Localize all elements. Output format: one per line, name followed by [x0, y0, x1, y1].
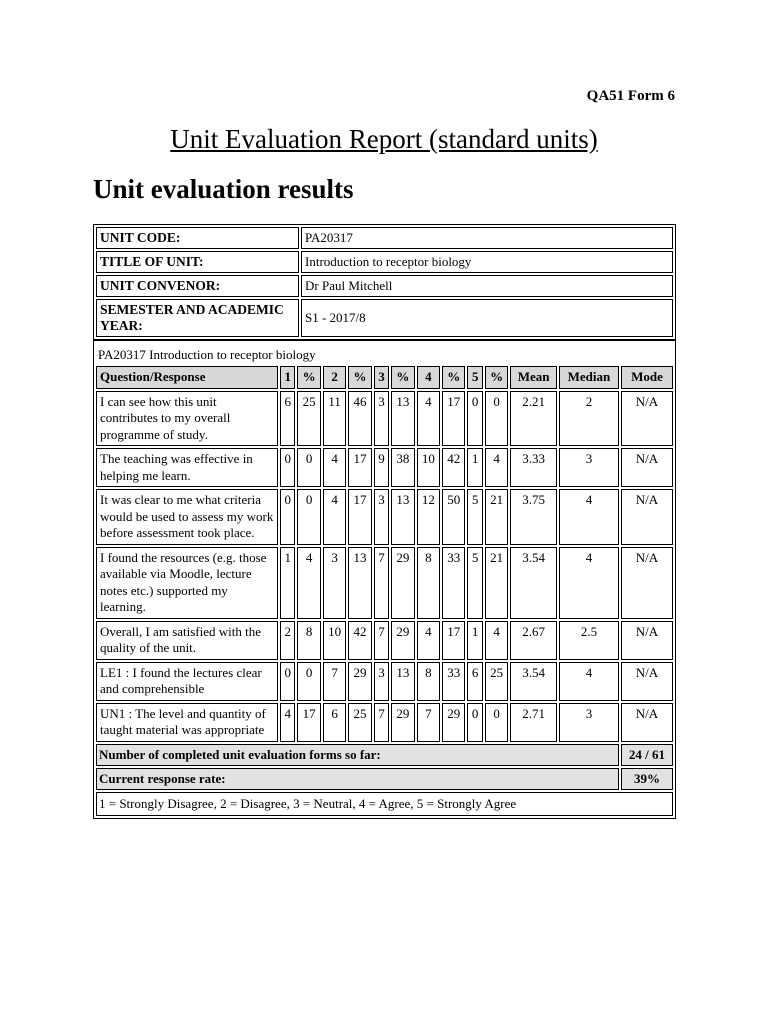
- results-header-row: [96, 366, 673, 389]
- value-cell: N/A: [621, 489, 673, 545]
- value-cell: 25: [348, 703, 371, 742]
- unit-info-row: [96, 299, 673, 337]
- response-rate-label: Current response rate:: [96, 768, 619, 790]
- form-code: QA51 Form 6: [586, 88, 675, 104]
- value-cell: 3: [559, 703, 619, 742]
- value-cell: 12: [417, 489, 440, 545]
- value-cell: 2: [559, 391, 619, 447]
- value-cell: 21: [485, 489, 508, 545]
- value-cell: 0: [297, 662, 320, 701]
- column-header: %: [297, 366, 320, 389]
- value-cell: 8: [297, 621, 320, 660]
- value-cell: 0: [467, 703, 482, 742]
- semester-value: S1 - 2017/8: [301, 299, 673, 337]
- column-header: Question/Response: [96, 366, 278, 389]
- response-rate-value: 39%: [621, 768, 673, 790]
- value-cell: 4: [417, 621, 440, 660]
- table-row: [96, 489, 673, 545]
- value-cell: N/A: [621, 662, 673, 701]
- column-header: Mean: [510, 366, 557, 389]
- unit-info-row: [96, 275, 673, 297]
- value-cell: 2.5: [559, 621, 619, 660]
- value-cell: 42: [442, 448, 465, 487]
- value-cell: 17: [442, 621, 465, 660]
- question-cell: LE1 : I found the lectures clear and comprehensible: [96, 662, 278, 701]
- value-cell: 10: [417, 448, 440, 487]
- value-cell: 2: [280, 621, 295, 660]
- value-cell: 7: [417, 703, 440, 742]
- value-cell: 3: [374, 662, 389, 701]
- value-cell: 13: [391, 391, 414, 447]
- value-cell: 7: [374, 547, 389, 619]
- value-cell: 1: [467, 448, 482, 487]
- value-cell: 1: [280, 547, 295, 619]
- completed-forms-label: Number of completed unit evaluation forms so far:: [96, 744, 619, 766]
- table-row: [96, 662, 673, 701]
- unit-code-label: UNIT CODE:: [96, 227, 299, 249]
- results-table-title: PA20317 Introduction to receptor biology: [98, 347, 316, 362]
- value-cell: 4: [485, 621, 508, 660]
- unit-convenor-label: UNIT CONVENOR:: [96, 275, 299, 297]
- results-title-row: [96, 343, 673, 364]
- value-cell: 33: [442, 662, 465, 701]
- report-title: Unit Evaluation Report (standard units): [170, 124, 598, 154]
- column-header: 2: [323, 366, 346, 389]
- question-cell: I can see how this unit contributes to my overall programme of study.: [96, 391, 278, 447]
- value-cell: 42: [348, 621, 371, 660]
- legend-row: [96, 792, 673, 816]
- value-cell: 13: [391, 489, 414, 545]
- value-cell: 4: [297, 547, 320, 619]
- value-cell: 8: [417, 547, 440, 619]
- value-cell: N/A: [621, 391, 673, 447]
- value-cell: 4: [559, 662, 619, 701]
- value-cell: 0: [467, 391, 482, 447]
- table-row: [96, 703, 673, 742]
- question-cell: The teaching was effective in helping me learn.: [96, 448, 278, 487]
- value-cell: 11: [323, 391, 346, 447]
- value-cell: 3: [323, 547, 346, 619]
- value-cell: 0: [485, 391, 508, 447]
- section-title: Unit evaluation results: [93, 174, 354, 204]
- value-cell: 2.71: [510, 703, 557, 742]
- value-cell: 5: [467, 489, 482, 545]
- value-cell: 33: [442, 547, 465, 619]
- value-cell: 13: [391, 662, 414, 701]
- table-row: [96, 391, 673, 447]
- value-cell: 4: [485, 448, 508, 487]
- response-rate-row: [96, 768, 673, 790]
- value-cell: 4: [323, 448, 346, 487]
- value-cell: 6: [323, 703, 346, 742]
- value-cell: 13: [348, 547, 371, 619]
- value-cell: 0: [297, 489, 320, 545]
- column-header: 3: [374, 366, 389, 389]
- value-cell: 17: [348, 489, 371, 545]
- value-cell: 10: [323, 621, 346, 660]
- value-cell: 29: [348, 662, 371, 701]
- value-cell: 25: [297, 391, 320, 447]
- table-row: [96, 547, 673, 619]
- value-cell: 0: [297, 448, 320, 487]
- column-header: %: [485, 366, 508, 389]
- value-cell: N/A: [621, 621, 673, 660]
- unit-code-value: PA20317: [301, 227, 673, 249]
- question-cell: Overall, I am satisfied with the quality of the unit.: [96, 621, 278, 660]
- question-cell: UN1 : The level and quantity of taught material was appropriate: [96, 703, 278, 742]
- value-cell: 0: [280, 489, 295, 545]
- value-cell: N/A: [621, 547, 673, 619]
- unit-title-value: Introduction to receptor biology: [301, 251, 673, 273]
- value-cell: 29: [442, 703, 465, 742]
- value-cell: 6: [280, 391, 295, 447]
- completed-forms-value: 24 / 61: [621, 744, 673, 766]
- value-cell: 25: [485, 662, 508, 701]
- value-cell: 29: [391, 703, 414, 742]
- column-header: Median: [559, 366, 619, 389]
- results-table: [93, 340, 676, 819]
- value-cell: 7: [374, 621, 389, 660]
- value-cell: 3: [559, 448, 619, 487]
- completed-forms-row: [96, 744, 673, 766]
- unit-convenor-value: Dr Paul Mitchell: [301, 275, 673, 297]
- value-cell: 2.21: [510, 391, 557, 447]
- value-cell: 0: [485, 703, 508, 742]
- value-cell: 4: [559, 547, 619, 619]
- semester-label: SEMESTER AND ACADEMIC YEAR:: [96, 299, 299, 337]
- unit-title-label: TITLE OF UNIT:: [96, 251, 299, 273]
- value-cell: 21: [485, 547, 508, 619]
- value-cell: 0: [280, 662, 295, 701]
- value-cell: 8: [417, 662, 440, 701]
- question-cell: I found the resources (e.g. those available via Moodle, lecture notes etc.) supported my learning.: [96, 547, 278, 619]
- column-header: 4: [417, 366, 440, 389]
- value-cell: 4: [417, 391, 440, 447]
- unit-info-table: [93, 224, 676, 340]
- value-cell: N/A: [621, 448, 673, 487]
- value-cell: 3.54: [510, 547, 557, 619]
- value-cell: 17: [348, 448, 371, 487]
- value-cell: 1: [467, 621, 482, 660]
- value-cell: 38: [391, 448, 414, 487]
- value-cell: 3.75: [510, 489, 557, 545]
- value-cell: 7: [323, 662, 346, 701]
- column-header: %: [391, 366, 414, 389]
- value-cell: 3.33: [510, 448, 557, 487]
- column-header: 1: [280, 366, 295, 389]
- value-cell: 17: [297, 703, 320, 742]
- column-header: %: [348, 366, 371, 389]
- question-cell: It was clear to me what criteria would be used to assess my work before assessment took place.: [96, 489, 278, 545]
- scale-legend: 1 = Strongly Disagree, 2 = Disagree, 3 = Neutral, 4 = Agree, 5 = Strongly Agree: [96, 792, 673, 816]
- table-row: [96, 448, 673, 487]
- value-cell: 6: [467, 662, 482, 701]
- value-cell: 9: [374, 448, 389, 487]
- unit-info-row: [96, 227, 673, 249]
- column-header: Mode: [621, 366, 673, 389]
- value-cell: 46: [348, 391, 371, 447]
- value-cell: 4: [559, 489, 619, 545]
- value-cell: 3: [374, 489, 389, 545]
- value-cell: 3.54: [510, 662, 557, 701]
- value-cell: 17: [442, 391, 465, 447]
- value-cell: N/A: [621, 703, 673, 742]
- value-cell: 5: [467, 547, 482, 619]
- value-cell: 2.67: [510, 621, 557, 660]
- results-body: [96, 391, 673, 742]
- value-cell: 29: [391, 621, 414, 660]
- table-row: [96, 621, 673, 660]
- unit-info-row: [96, 251, 673, 273]
- value-cell: 7: [374, 703, 389, 742]
- value-cell: 4: [280, 703, 295, 742]
- value-cell: 3: [374, 391, 389, 447]
- value-cell: 50: [442, 489, 465, 545]
- value-cell: 0: [280, 448, 295, 487]
- value-cell: 4: [323, 489, 346, 545]
- column-header: %: [442, 366, 465, 389]
- column-header: 5: [467, 366, 482, 389]
- value-cell: 29: [391, 547, 414, 619]
